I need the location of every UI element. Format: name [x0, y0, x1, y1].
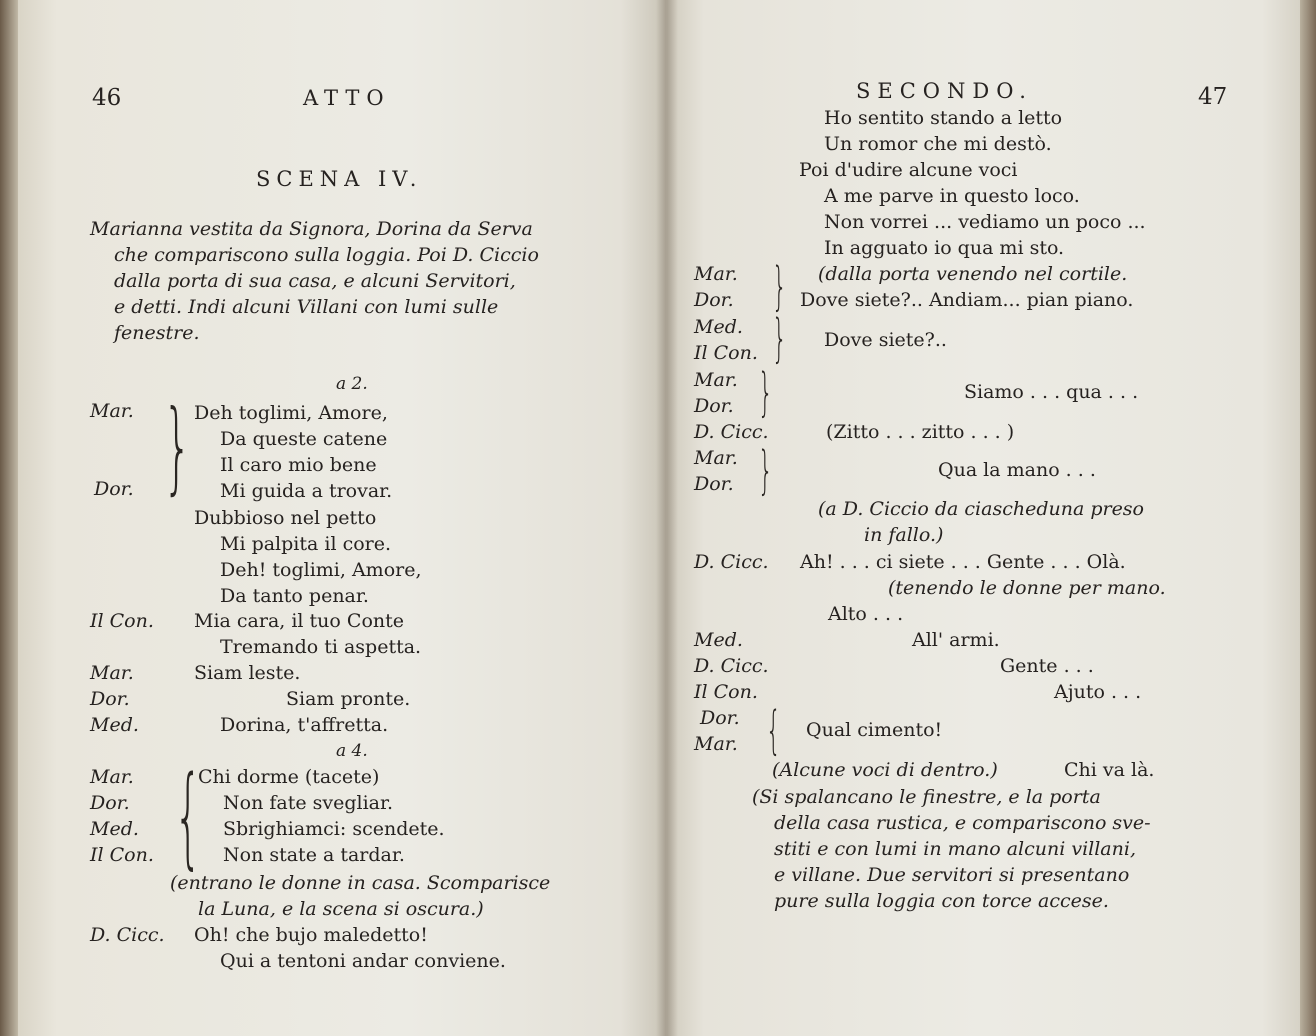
duet-brace: }	[163, 388, 192, 505]
speaker-name: Mar.	[90, 662, 134, 684]
verse-line: Qui a tentoni andar conviene.	[220, 950, 506, 972]
book-gutter	[656, 0, 678, 1036]
verse-line: Da tanto penar.	[220, 585, 369, 607]
speaker-name: Med.	[694, 316, 743, 338]
speaker-name: D. Cicc.	[694, 655, 769, 677]
stage-direction-line: (a D. Ciccio da ciascheduna preso	[818, 498, 1144, 520]
speaker-name: Mar.	[694, 263, 738, 285]
speaker-name: D. Cicc.	[694, 551, 769, 573]
stage-direction-line: (entrano le donne in casa. Scomparisce	[170, 872, 551, 894]
speaker-name: Med.	[694, 629, 743, 651]
speaker-name: D. Cicc.	[90, 924, 165, 946]
verse-line: Non fate svegliar.	[223, 792, 394, 814]
speaker-name: Mar.	[90, 400, 134, 422]
verse-line: Sbrighiamci: scendete.	[223, 818, 445, 840]
speaker-name: Med.	[90, 714, 139, 736]
verse-line: Deh! toglimi, Amore,	[220, 559, 422, 581]
verse-line: In agguato io qua mi sto.	[824, 237, 1065, 259]
speaker-name: Mar.	[694, 733, 738, 755]
stage-direction-line: e villane. Due servitori si presentano	[774, 864, 1130, 886]
speaker-name: Il Con.	[694, 342, 758, 364]
brace: }	[772, 309, 787, 369]
speaker-name: Dor.	[90, 792, 130, 814]
stage-direction-line: (Alcune voci di dentro.)	[772, 759, 998, 781]
verse-line: Un romor che mi destò.	[824, 133, 1052, 155]
stage-direction-line: della casa rustica, e compariscono sve-	[774, 812, 1151, 834]
verse-line: Siam pronte.	[286, 688, 411, 710]
voices-marker: a 4.	[336, 741, 368, 761]
stage-direction-line: che compariscono sulla loggia. Poi D. Ciccio	[114, 244, 539, 266]
brace: }	[758, 441, 773, 501]
stage-direction-line: la Luna, e la scena si oscura.)	[198, 898, 484, 920]
speaker-name: Mar.	[694, 369, 738, 391]
right-page	[666, 0, 1300, 1036]
verse-line: A me parve in questo loco.	[824, 185, 1080, 207]
verse-line: Dove siete?..	[824, 329, 947, 351]
scene-title: SCENA IV.	[256, 167, 423, 191]
verse-line: Chi dorme (tacete)	[198, 766, 380, 788]
verse-line: Ho sentito stando a letto	[824, 107, 1063, 129]
verse-line: Non vorrei ... vediamo un poco ...	[824, 211, 1146, 233]
stage-direction-line: (dalla porta venendo nel cortile.	[818, 263, 1128, 285]
verse-line: Qual cimento!	[806, 719, 943, 741]
verse-line: Oh! che bujo maledetto!	[194, 924, 428, 946]
running-header-right: SECONDO.	[856, 79, 1033, 103]
verse-line: Deh toglimi, Amore,	[194, 402, 388, 424]
verse-line: Mi guida a trovar.	[220, 480, 393, 502]
stage-direction-line: Marianna vestita da Signora, Dorina da Serva	[90, 218, 533, 240]
verse-line: Dorina, t'affretta.	[220, 714, 389, 736]
verse-line: Tremando ti aspetta.	[220, 636, 422, 658]
stage-direction-line: pure sulla loggia con torce accese.	[774, 890, 1109, 912]
speaker-name: Med.	[90, 818, 139, 840]
page-edge-left	[0, 0, 18, 1036]
verse-line: Dove siete?.. Andiam... pian piano.	[800, 289, 1134, 311]
speaker-name: Il Con.	[90, 844, 154, 866]
page-number-right: 47	[1198, 84, 1228, 110]
verse-line: Siamo . . . qua . . .	[964, 381, 1139, 403]
brace: }	[758, 363, 773, 423]
verse-line: Da queste catene	[220, 428, 388, 450]
page-edge-right	[1300, 0, 1316, 1036]
quartet-brace: {	[174, 752, 202, 880]
stage-direction-line: dalla porta di sua casa, e alcuni Servitori,	[114, 270, 516, 292]
speaker-name: Dor.	[694, 473, 734, 495]
page-number-left: 46	[92, 85, 122, 111]
speaker-name: Dor.	[694, 395, 734, 417]
verse-line: Mi palpita il core.	[220, 533, 392, 555]
speaker-name: Mar.	[90, 766, 134, 788]
speaker-name: Mar.	[694, 447, 738, 469]
stage-direction-line: fenestre.	[114, 322, 200, 344]
verse-line: Mia cara, il tuo Conte	[194, 610, 404, 632]
brace: }	[772, 257, 787, 317]
verse-line: Qua la mano . . .	[938, 459, 1096, 481]
stage-direction-line: e detti. Indi alcuni Villani con lumi sulle	[114, 296, 499, 318]
speaker-name: Dor.	[694, 289, 734, 311]
running-header-left: ATTO	[303, 86, 391, 110]
stage-direction-line: (tenendo le donne per mano.	[888, 577, 1166, 599]
verse-line: Siam leste.	[194, 662, 301, 684]
verse-line: Ah! . . . ci siete . . . Gente . . . Olà.	[800, 551, 1126, 573]
verse-line: Chi va là.	[1064, 759, 1155, 781]
stage-direction-line: in fallo.)	[864, 524, 944, 546]
verse-line: Non state a tardar.	[223, 844, 405, 866]
verse-line: Dubbioso nel petto	[194, 507, 377, 529]
stage-direction-line: (Si spalancano le finestre, e la porta	[752, 786, 1101, 808]
speaker-name: Il Con.	[694, 681, 758, 703]
speaker-name: Dor.	[90, 688, 130, 710]
speaker-name: Il Con.	[90, 610, 154, 632]
verse-line: Il caro mio bene	[220, 454, 377, 476]
voices-marker: a 2.	[336, 374, 368, 394]
speaker-name: D. Cicc.	[694, 421, 769, 443]
verse-line: (Zitto . . . zitto . . . )	[826, 421, 1015, 443]
verse-line: All' armi.	[912, 629, 1000, 651]
speaker-name: Dor.	[94, 478, 134, 500]
verse-line: Poi d'udire alcune voci	[799, 159, 1018, 181]
verse-line: Gente . . .	[1000, 655, 1094, 677]
verse-line: Alto . . .	[828, 603, 904, 625]
speaker-name: Dor.	[700, 707, 740, 729]
stage-direction-line: stiti e con lumi in mano alcuni villani,	[774, 838, 1136, 860]
verse-line: Ajuto . . .	[1054, 681, 1142, 703]
brace: {	[766, 701, 781, 761]
left-page	[18, 0, 666, 1036]
